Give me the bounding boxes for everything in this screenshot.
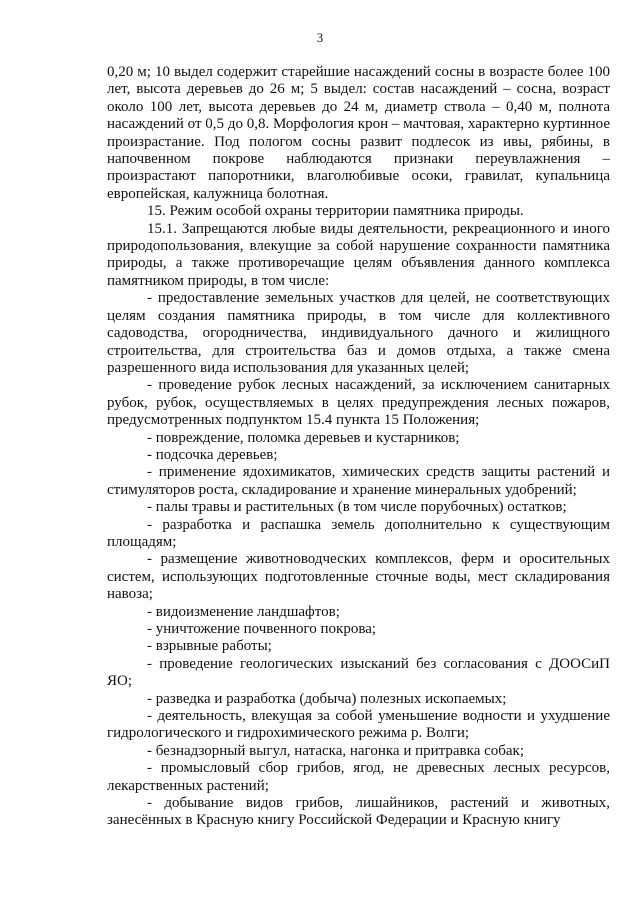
list-item: - предоставление земельных участков для целей, не соответствующих целям создания памятника природы, в том числе для коллективного садоводства, огородничества, индивидуального дачного и жилищного строительства, для строительства баз и домов отдыха, а также смена разрешенного вида использования для указанных целей; bbox=[107, 290, 610, 376]
list-item: - разведка и разработка (добыча) полезных ископаемых; bbox=[147, 690, 507, 707]
list-item: - размещение животноводческих комплексов, ферм и оросительных систем, использующих подготовленные сточные воды, мест складирования навоза; bbox=[107, 551, 610, 603]
list-item: - взрывные работы; bbox=[147, 638, 272, 655]
list-item: - подсочка деревьев; bbox=[147, 446, 278, 463]
list-item: - безнадзорный выгул, натаска, нагонка и притравка собак; bbox=[147, 742, 525, 759]
list-item: - проведение рубок лесных насаждений, за исключением санитарных рубок, рубок, осуществляемых в целях предупреждения лесных пожаров, предусмотренных подпунктом 15.4 пункта 15 Положения; bbox=[107, 377, 610, 429]
paragraph-forest-description: 0,20 м; 10 выдел содержит старейшие насаждений сосны в возрасте более 100 лет, высота деревьев до 26 м; 5 выдел: состав насаждений – сосна, возраст около 100 лет, высота деревьев до 24 м, диаметр ствола – 0,40 м, полнота насаждений от 0,5 до 0,8. Морфология крон – мачтовая, характерно куртинное произрастание. Под пологом сосны развит подлесок из ивы, рябины, в напочвенном покрове наблюдаются признаки переувлажнения – произрастают папоротники, влаголюбивые осоки, гравилат, купальница европейская, калужница болотная. bbox=[107, 64, 610, 202]
list-item: - промысловый сбор грибов, ягод, не древесных лесных ресурсов, лекарственных растений; bbox=[107, 760, 610, 794]
list-item: - уничтожение почвенного покрова; bbox=[147, 621, 377, 637]
page-number: 3 bbox=[316, 31, 324, 45]
list-item: - палы травы и растительных (в том числе порубочных) остатков; bbox=[147, 499, 567, 516]
list-item: - деятельность, влекущая за собой уменьшение водности и ухудшение гидрологического и гидрохимического режима р. Волги; bbox=[107, 708, 610, 742]
document-body bbox=[107, 64, 610, 830]
list-item: - разработка и распашка земель дополнительно к существующим площадям; bbox=[107, 516, 610, 550]
list-item: - видоизменение ландшафтов; bbox=[147, 603, 340, 620]
list-item: - добывание видов грибов, лишайников, растений и животных, занесённых в Красную книгу Российской Федерации и Красную книгу bbox=[107, 795, 610, 829]
list-item: - проведение геологических изысканий без согласования с ДООСиП ЯО; bbox=[107, 655, 610, 690]
section-heading-protection-regime: 15. Режим особой охраны территории памятника природы. bbox=[147, 203, 524, 220]
paragraph-prohibitions-intro: 15.1. Запрещаются любые виды деятельности, рекреационного и иного природопользования, влекущие за собой нарушение сохранности памятника природы, а также противоречащие целям объявления данного комплекса памятником природы, в том числе: bbox=[107, 220, 610, 289]
list-item: - применение ядохимикатов, химических средств защиты растений и стимуляторов роста, складирование и хранение минеральных удобрений; bbox=[107, 464, 610, 498]
list-item: - повреждение, поломка деревьев и кустарников; bbox=[147, 429, 460, 446]
